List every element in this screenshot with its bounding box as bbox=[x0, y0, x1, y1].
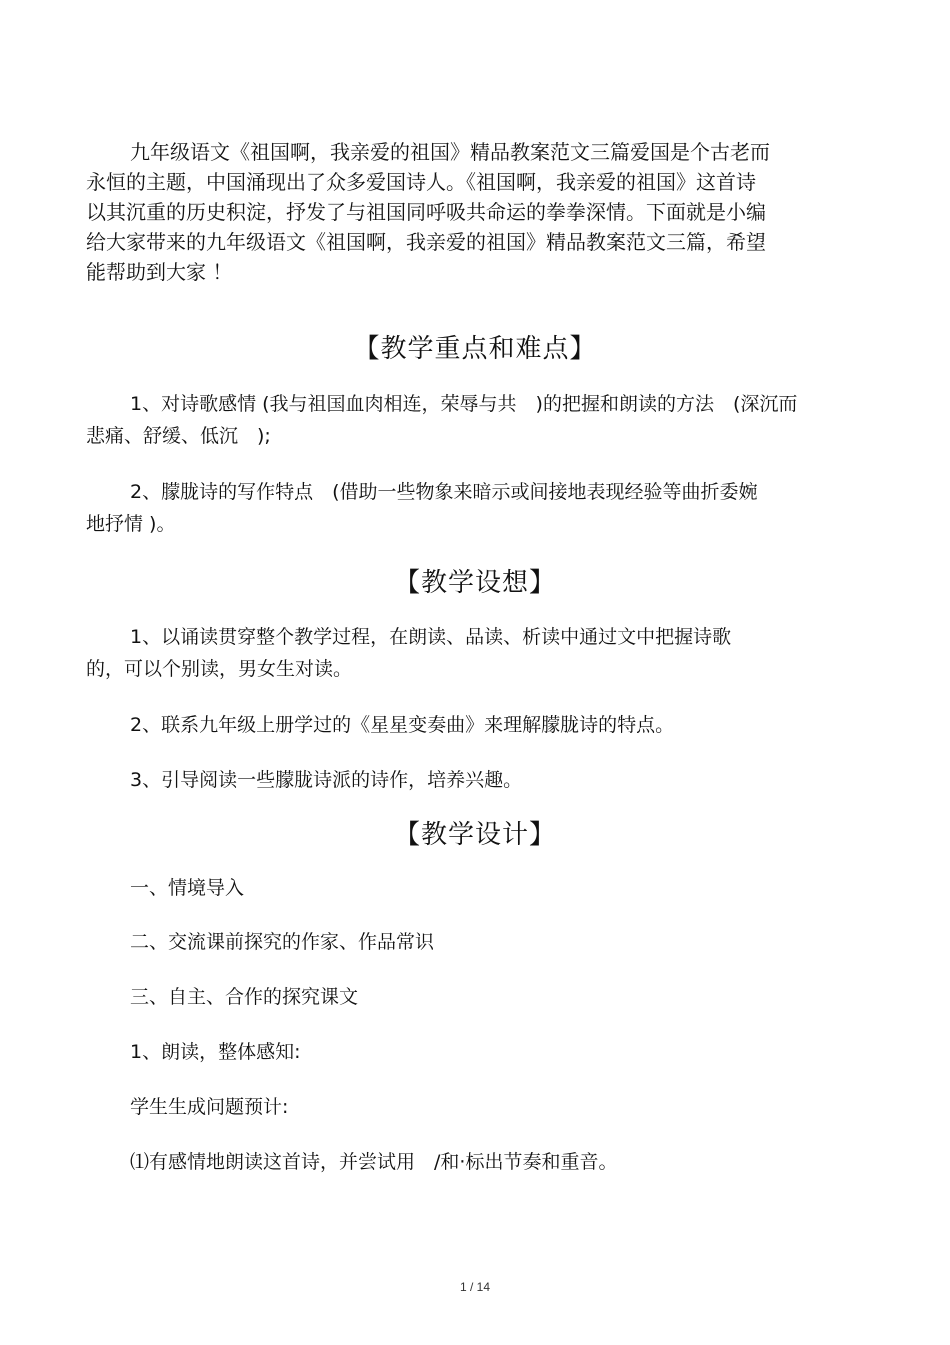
design-sub-2: 学生生成问题预计: bbox=[130, 1096, 289, 1118]
key-point-item-1 bbox=[86, 388, 866, 452]
concept-item-3: 3、引导阅读一些朦胧诗派的诗作，培养兴趣。 bbox=[130, 769, 523, 791]
page-number: 1 / 14 bbox=[459, 1280, 491, 1294]
intro-line: 永恒的主题，中国涌现出了众多爱国诗人。《祖国啊，我亲爱的祖国》这首诗 bbox=[86, 170, 756, 194]
section-heading-design: 【教学设计】 bbox=[393, 820, 556, 850]
intro-paragraph bbox=[86, 137, 806, 287]
design-step-1: 一、情境导入 bbox=[130, 877, 245, 899]
intro-line: 九年级语文《祖国啊，我亲爱的祖国》精品教案范文三篇爱国是个古老而 bbox=[130, 140, 770, 164]
design-sub-3: ⑴有感情地朗读这首诗，并尝试用 /和·标出节奏和重音。 bbox=[130, 1151, 618, 1173]
intro-line: 能帮助到大家 ！ bbox=[86, 260, 233, 284]
intro-line: 以其沉重的历史积淀，抒发了与祖国同呼吸共命运的拳拳深情。下面就是小编 bbox=[86, 200, 766, 224]
concept-item-1-line-1: 1、以诵读贯穿整个教学过程，在朗读、品读、析读中通过文中把握诗歌 bbox=[130, 626, 732, 648]
concept-item-2: 2、联系九年级上册学过的《星星变奏曲》来理解朦胧诗的特点。 bbox=[130, 714, 675, 736]
intro-line: 给大家带来的九年级语文《祖国啊，我亲爱的祖国》精品教案范文三篇，希望 bbox=[86, 230, 766, 254]
design-step-2: 二、交流课前探究的作家、作品常识 bbox=[130, 931, 435, 953]
key-point-item-2-line-2: 地抒情 )。 bbox=[86, 513, 176, 535]
key-point-item-2 bbox=[86, 476, 866, 540]
concept-item-1 bbox=[86, 621, 866, 685]
key-point-item-1-line-2: 悲痛、舒缓、低沉 ); bbox=[86, 425, 271, 447]
concept-item-1-line-2: 的，可以个别读，男女生对读。 bbox=[86, 658, 353, 680]
section-heading-concept: 【教学设想】 bbox=[393, 568, 556, 598]
key-point-item-2-line-1: 2、朦胧诗的写作特点 (借助一些物象来暗示或间接地表现经验等曲折委婉 bbox=[130, 481, 758, 503]
design-step-3: 三、自主、合作的探究课文 bbox=[130, 986, 359, 1008]
design-sub-1: 1、朗读，整体感知: bbox=[130, 1041, 301, 1063]
section-heading-key-points: 【教学重点和难点】 bbox=[353, 334, 597, 364]
key-point-item-1-line-1: 1、对诗歌感情 (我与祖国血肉相连，荣辱与共 )的把握和朗读的方法 (深沉而 bbox=[130, 393, 798, 415]
